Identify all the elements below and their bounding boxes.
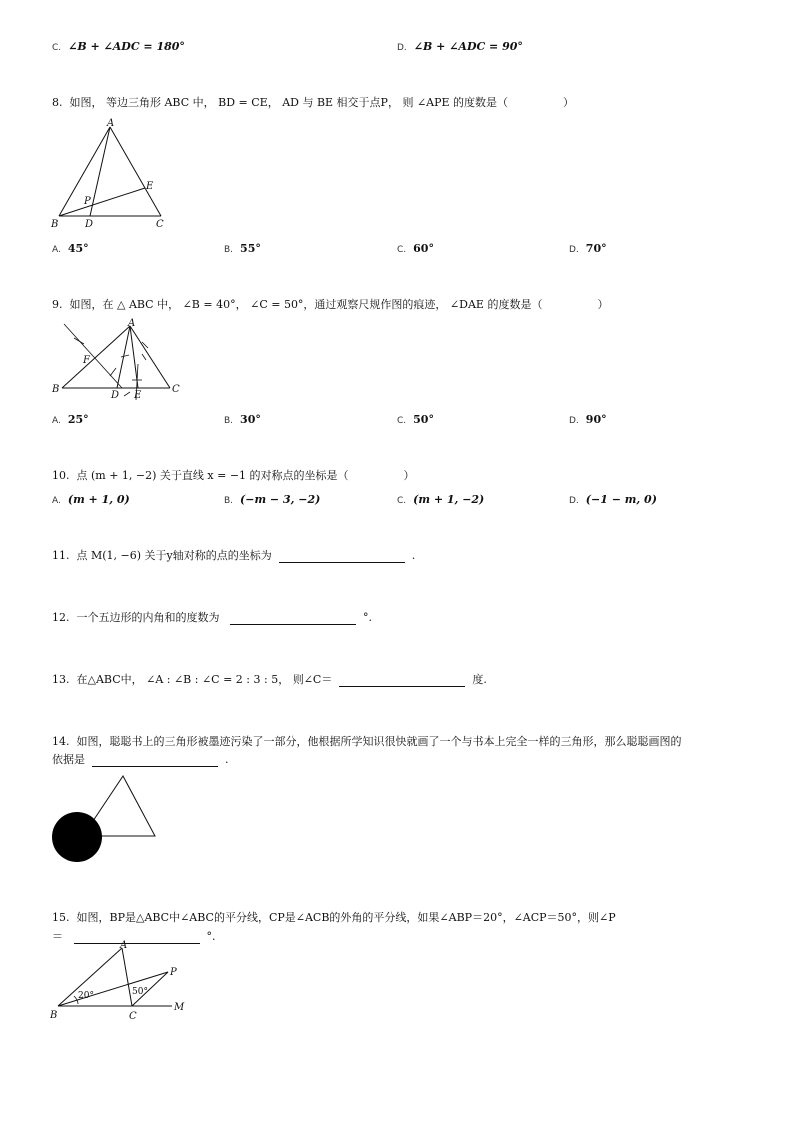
q15-angle-50: 50°: [132, 987, 148, 997]
q15-stem-line1: 15. 如图，BP是△ABC中∠ABC的平分线，CP是∠ACB的外角的平分线，如果∠ABP＝20°，∠ACP＝50°，则∠P: [52, 911, 616, 924]
q9-side-ab: [62, 326, 130, 388]
q10-option-a: A. (m + 1, 0): [52, 493, 130, 506]
q8-side-ac: [110, 127, 161, 216]
q8-label-c: C: [156, 219, 164, 230]
q12-answer-blank[interactable]: [230, 624, 356, 625]
q15-label-a: A: [120, 940, 128, 951]
q15-label-m: M: [174, 1002, 185, 1013]
q9-stem: [52, 296, 608, 312]
q9-option-d: D. 90°: [569, 413, 607, 426]
q10-option-d: D. (−1 − m, 0): [569, 493, 657, 506]
q8-text: 如图， 等边三角形 ABC 中， BD = CE， AD 与 BE 相交于点P， 则 ∠APE 的度数是（ ）: [69, 96, 575, 109]
q8-stem: [52, 94, 574, 110]
q9-number: 9.: [52, 298, 63, 311]
q8-option-c: C. 60°: [397, 242, 434, 255]
q8-option-a: A. 45°: [52, 242, 89, 255]
q9-construction-figure: [50, 316, 190, 404]
q14-stem-line1: 14. 如图，聪聪书上的三角形被墨迹污染了一部分，他根据所学知识很快就画了一个与书本上完全一样的三角形，那么聪聪画图的: [52, 735, 682, 748]
q9-label-f: F: [83, 355, 90, 366]
q8-triangle-figure: [50, 115, 180, 235]
q8-label-d: D: [85, 219, 94, 230]
q13-stem: 13. 在△ABC中， ∠A : ∠B : ∠C = 2 : 3 : 5， 则∠C＝ 度.: [52, 673, 487, 686]
q13-answer-blank[interactable]: [339, 686, 465, 687]
q10-text: 点 (m + 1, −2) 关于直线 x = −1 的对称点的坐标是（ ）: [76, 469, 415, 482]
q15-side-ac: [122, 948, 132, 1006]
q10-option-b: B. (−m − 3, −2): [224, 493, 321, 506]
q15-bisector-figure: [48, 938, 198, 1024]
q8-number: 8.: [52, 96, 63, 109]
q14-stem-line2: 依据是 .: [52, 753, 229, 766]
q9-label-a: A: [128, 318, 136, 329]
q10-option-c: C. (m + 1, −2): [397, 493, 485, 506]
q15-angle-20: 20°: [78, 991, 94, 1001]
q8-option-d: D. 70°: [569, 242, 607, 255]
q9-label-e: E: [134, 390, 142, 401]
q9-option-b: B. 30°: [224, 413, 261, 426]
q7-option-d: D. ∠B + ∠ADC = 90°: [397, 40, 523, 53]
q15-label-p: P: [170, 967, 177, 978]
q12-stem: 12. 一个五边形的内角和的度数为 °.: [52, 611, 372, 624]
q9-label-b: B: [52, 384, 60, 395]
q8-label-b: B: [51, 219, 59, 230]
q11-stem: 11. 点 M(1, −6) 关于y轴对称的点的坐标为 .: [52, 549, 416, 562]
q9-text: 如图，在 △ ABC 中， ∠B = 40°， ∠C = 50°，通过观察尺规作图的痕迹， ∠DAE 的度数是（ ）: [69, 298, 609, 311]
q15-stem-line2: ＝ °.: [52, 930, 216, 943]
q8-label-a: A: [107, 118, 115, 129]
q8-label-e: E: [146, 181, 154, 192]
q7-option-c: C. ∠B + ∠ADC = 180°: [52, 40, 185, 53]
q14-ink-stain: [52, 812, 102, 862]
q8-option-b: B. 55°: [224, 242, 261, 255]
q8-segment-be: [59, 188, 145, 216]
q9-option-a: A. 25°: [52, 413, 89, 426]
q11-number: 11.: [52, 549, 70, 562]
q9-option-c: C. 50°: [397, 413, 434, 426]
q15-label-b: B: [50, 1010, 58, 1021]
q11-answer-blank[interactable]: [279, 562, 405, 563]
q14-answer-blank[interactable]: [92, 766, 218, 767]
q9-label-d: D: [111, 390, 120, 401]
q14-stained-triangle-figure: [50, 770, 160, 865]
q15-label-c: C: [129, 1011, 137, 1022]
q9-label-c: C: [172, 384, 180, 395]
q9-segment-ad: [117, 326, 130, 388]
q14-number: 14.: [52, 735, 70, 748]
q8-label-p: P: [84, 196, 91, 207]
q9-side-ac: [130, 326, 170, 388]
q15-number: 15.: [52, 911, 70, 924]
q15-segment-bp: [58, 972, 168, 1006]
q13-number: 13.: [52, 673, 70, 686]
q12-number: 12.: [52, 611, 70, 624]
q10-number: 10.: [52, 469, 70, 482]
q10-stem: [52, 467, 415, 483]
